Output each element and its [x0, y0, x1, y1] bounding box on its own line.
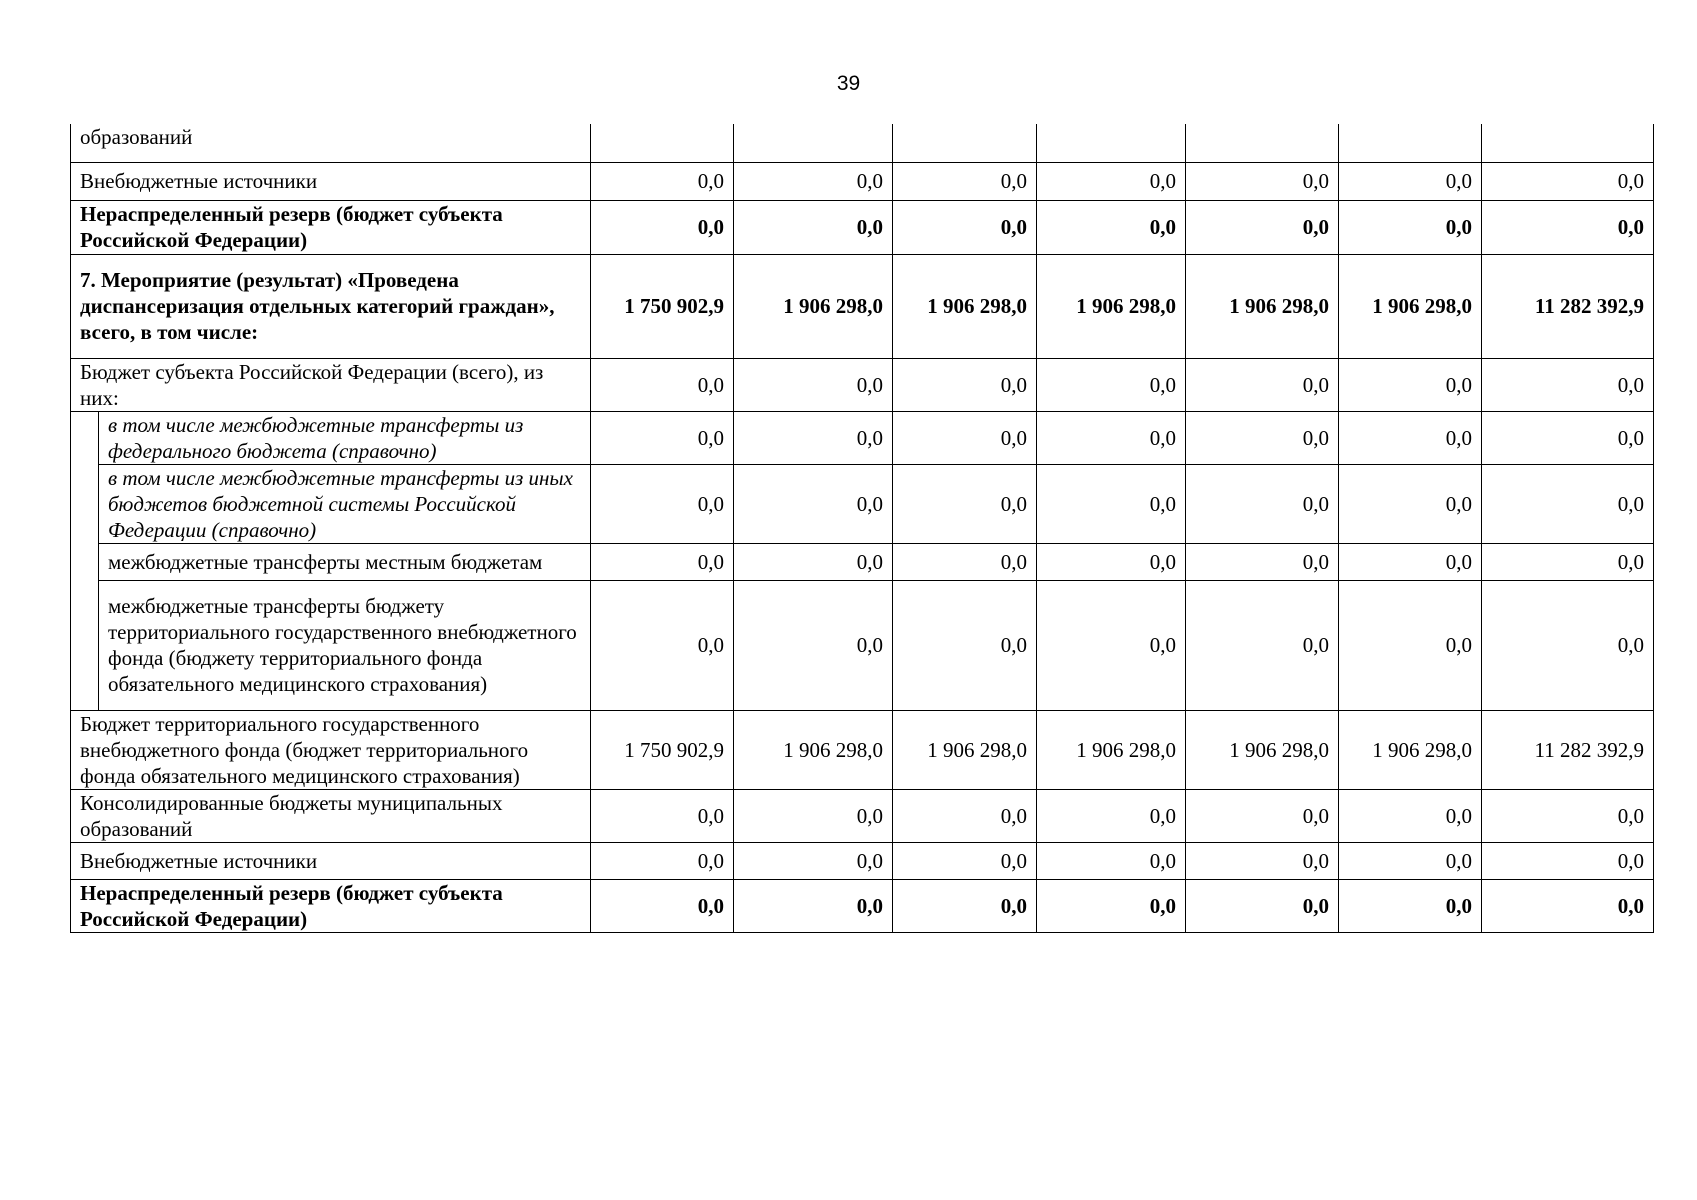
value-cell: 0,0 [734, 789, 893, 842]
value-cell: 0,0 [1339, 789, 1482, 842]
value-cell: 0,0 [734, 358, 893, 411]
value-cell [1037, 124, 1186, 162]
value-cell: 1 906 298,0 [1186, 710, 1339, 789]
table-row [71, 254, 1654, 358]
value-cell: 0,0 [734, 580, 893, 710]
value-cell: 1 906 298,0 [1186, 254, 1339, 358]
value-cell: 0,0 [734, 543, 893, 580]
value-cell: 0,0 [1482, 789, 1654, 842]
value-cell: 0,0 [893, 411, 1037, 464]
value-cell: 0,0 [1339, 879, 1482, 932]
value-cell: 0,0 [591, 842, 734, 879]
value-cell: 0,0 [734, 464, 893, 543]
table-row [71, 162, 1654, 200]
value-cell: 0,0 [1037, 842, 1186, 879]
value-cell [893, 124, 1037, 162]
value-cell: 0,0 [591, 411, 734, 464]
page-number: 39 [836, 72, 861, 95]
table-row [71, 710, 1654, 789]
value-cell: 0,0 [1482, 842, 1654, 879]
value-cell: 0,0 [1339, 411, 1482, 464]
value-cell: 1 906 298,0 [734, 710, 893, 789]
value-cell: 1 906 298,0 [734, 254, 893, 358]
value-cell: 1 906 298,0 [893, 710, 1037, 789]
value-cell: 1 906 298,0 [1339, 254, 1482, 358]
table-row [71, 789, 1654, 842]
indent-cell [71, 411, 99, 710]
value-cell: 0,0 [1339, 543, 1482, 580]
value-cell [734, 124, 893, 162]
value-cell: 0,0 [591, 358, 734, 411]
value-cell: 0,0 [1339, 842, 1482, 879]
value-cell: 0,0 [1482, 543, 1654, 580]
value-cell: 0,0 [1037, 789, 1186, 842]
value-cell: 0,0 [1037, 162, 1186, 200]
row-label: 7. Мероприятие (результат) «Проведена диспансеризация отдельных категорий граждан», всего, в том числе: [71, 254, 591, 358]
row-label: Нераспределенный резерв (бюджет субъекта Российской Федерации) [71, 200, 591, 254]
value-cell [591, 124, 734, 162]
value-cell: 11 282 392,9 [1482, 254, 1654, 358]
value-cell: 0,0 [893, 200, 1037, 254]
value-cell [1186, 124, 1339, 162]
value-cell: 0,0 [893, 842, 1037, 879]
value-cell: 1 906 298,0 [1339, 710, 1482, 789]
value-cell: 0,0 [734, 162, 893, 200]
table-row [71, 580, 1654, 710]
row-label: образований [71, 124, 591, 162]
value-cell: 0,0 [1482, 464, 1654, 543]
row-label: Внебюджетные источники [71, 162, 591, 200]
value-cell: 0,0 [893, 580, 1037, 710]
value-cell: 0,0 [1186, 543, 1339, 580]
table-row [71, 879, 1654, 932]
row-label: Бюджет субъекта Российской Федерации (всего), из них: [71, 358, 591, 411]
value-cell: 0,0 [1037, 200, 1186, 254]
row-label: Бюджет территориального государственного внебюджетного фонда (бюджет территориального фонда обязательного медицинского страхования) [71, 710, 591, 789]
budget-table [70, 124, 1654, 933]
value-cell: 1 906 298,0 [1037, 254, 1186, 358]
value-cell: 0,0 [591, 464, 734, 543]
value-cell: 0,0 [893, 879, 1037, 932]
value-cell: 0,0 [893, 543, 1037, 580]
value-cell: 0,0 [893, 162, 1037, 200]
value-cell: 0,0 [1186, 411, 1339, 464]
value-cell: 0,0 [1339, 200, 1482, 254]
value-cell: 0,0 [1482, 200, 1654, 254]
value-cell: 0,0 [1482, 162, 1654, 200]
value-cell: 0,0 [734, 411, 893, 464]
value-cell: 0,0 [734, 879, 893, 932]
value-cell: 0,0 [1037, 358, 1186, 411]
row-label: Внебюджетные источники [71, 842, 591, 879]
value-cell: 0,0 [1339, 162, 1482, 200]
value-cell: 1 750 902,9 [591, 710, 734, 789]
value-cell: 0,0 [1037, 543, 1186, 580]
table-row [71, 124, 1654, 162]
row-label: в том числе межбюджетные трансферты из иных бюджетов бюджетной системы Российской Федерации (справочно) [99, 464, 591, 543]
table-row [71, 358, 1654, 411]
value-cell: 0,0 [1186, 464, 1339, 543]
value-cell: 0,0 [1186, 580, 1339, 710]
value-cell: 0,0 [1186, 358, 1339, 411]
value-cell: 0,0 [1339, 464, 1482, 543]
table-row [71, 842, 1654, 879]
row-label: межбюджетные трансферты местным бюджетам [99, 543, 591, 580]
value-cell: 0,0 [1037, 464, 1186, 543]
value-cell: 0,0 [734, 200, 893, 254]
value-cell: 0,0 [1037, 879, 1186, 932]
table-row [71, 200, 1654, 254]
value-cell: 0,0 [591, 789, 734, 842]
table-row [71, 464, 1654, 543]
value-cell: 0,0 [591, 879, 734, 932]
value-cell: 0,0 [591, 162, 734, 200]
value-cell: 1 750 902,9 [591, 254, 734, 358]
value-cell: 0,0 [591, 580, 734, 710]
row-label: Консолидированные бюджеты муниципальных образований [71, 789, 591, 842]
value-cell: 0,0 [1037, 411, 1186, 464]
value-cell: 0,0 [893, 789, 1037, 842]
value-cell: 11 282 392,9 [1482, 710, 1654, 789]
value-cell: 0,0 [1037, 580, 1186, 710]
value-cell: 0,0 [1186, 842, 1339, 879]
value-cell: 0,0 [591, 200, 734, 254]
value-cell: 0,0 [1186, 162, 1339, 200]
value-cell: 0,0 [893, 464, 1037, 543]
value-cell: 0,0 [734, 842, 893, 879]
value-cell: 0,0 [1482, 580, 1654, 710]
table-row [71, 411, 1654, 464]
value-cell: 0,0 [1339, 580, 1482, 710]
row-label: межбюджетные трансферты бюджету территориального государственного внебюджетного фонда (бюджету территориального фонда обязательного медицинского страхования) [99, 580, 591, 710]
value-cell: 0,0 [1339, 358, 1482, 411]
value-cell: 1 906 298,0 [1037, 710, 1186, 789]
value-cell: 0,0 [591, 543, 734, 580]
value-cell: 0,0 [1186, 200, 1339, 254]
value-cell: 0,0 [1186, 879, 1339, 932]
value-cell: 0,0 [1186, 789, 1339, 842]
value-cell: 0,0 [893, 358, 1037, 411]
value-cell [1482, 124, 1654, 162]
value-cell: 0,0 [1482, 358, 1654, 411]
row-label: в том числе межбюджетные трансферты из федерального бюджета (справочно) [99, 411, 591, 464]
value-cell: 0,0 [1482, 879, 1654, 932]
table-row [71, 543, 1654, 580]
value-cell: 0,0 [1482, 411, 1654, 464]
row-label: Нераспределенный резерв (бюджет субъекта Российской Федерации) [71, 879, 591, 932]
value-cell: 1 906 298,0 [893, 254, 1037, 358]
value-cell [1339, 124, 1482, 162]
